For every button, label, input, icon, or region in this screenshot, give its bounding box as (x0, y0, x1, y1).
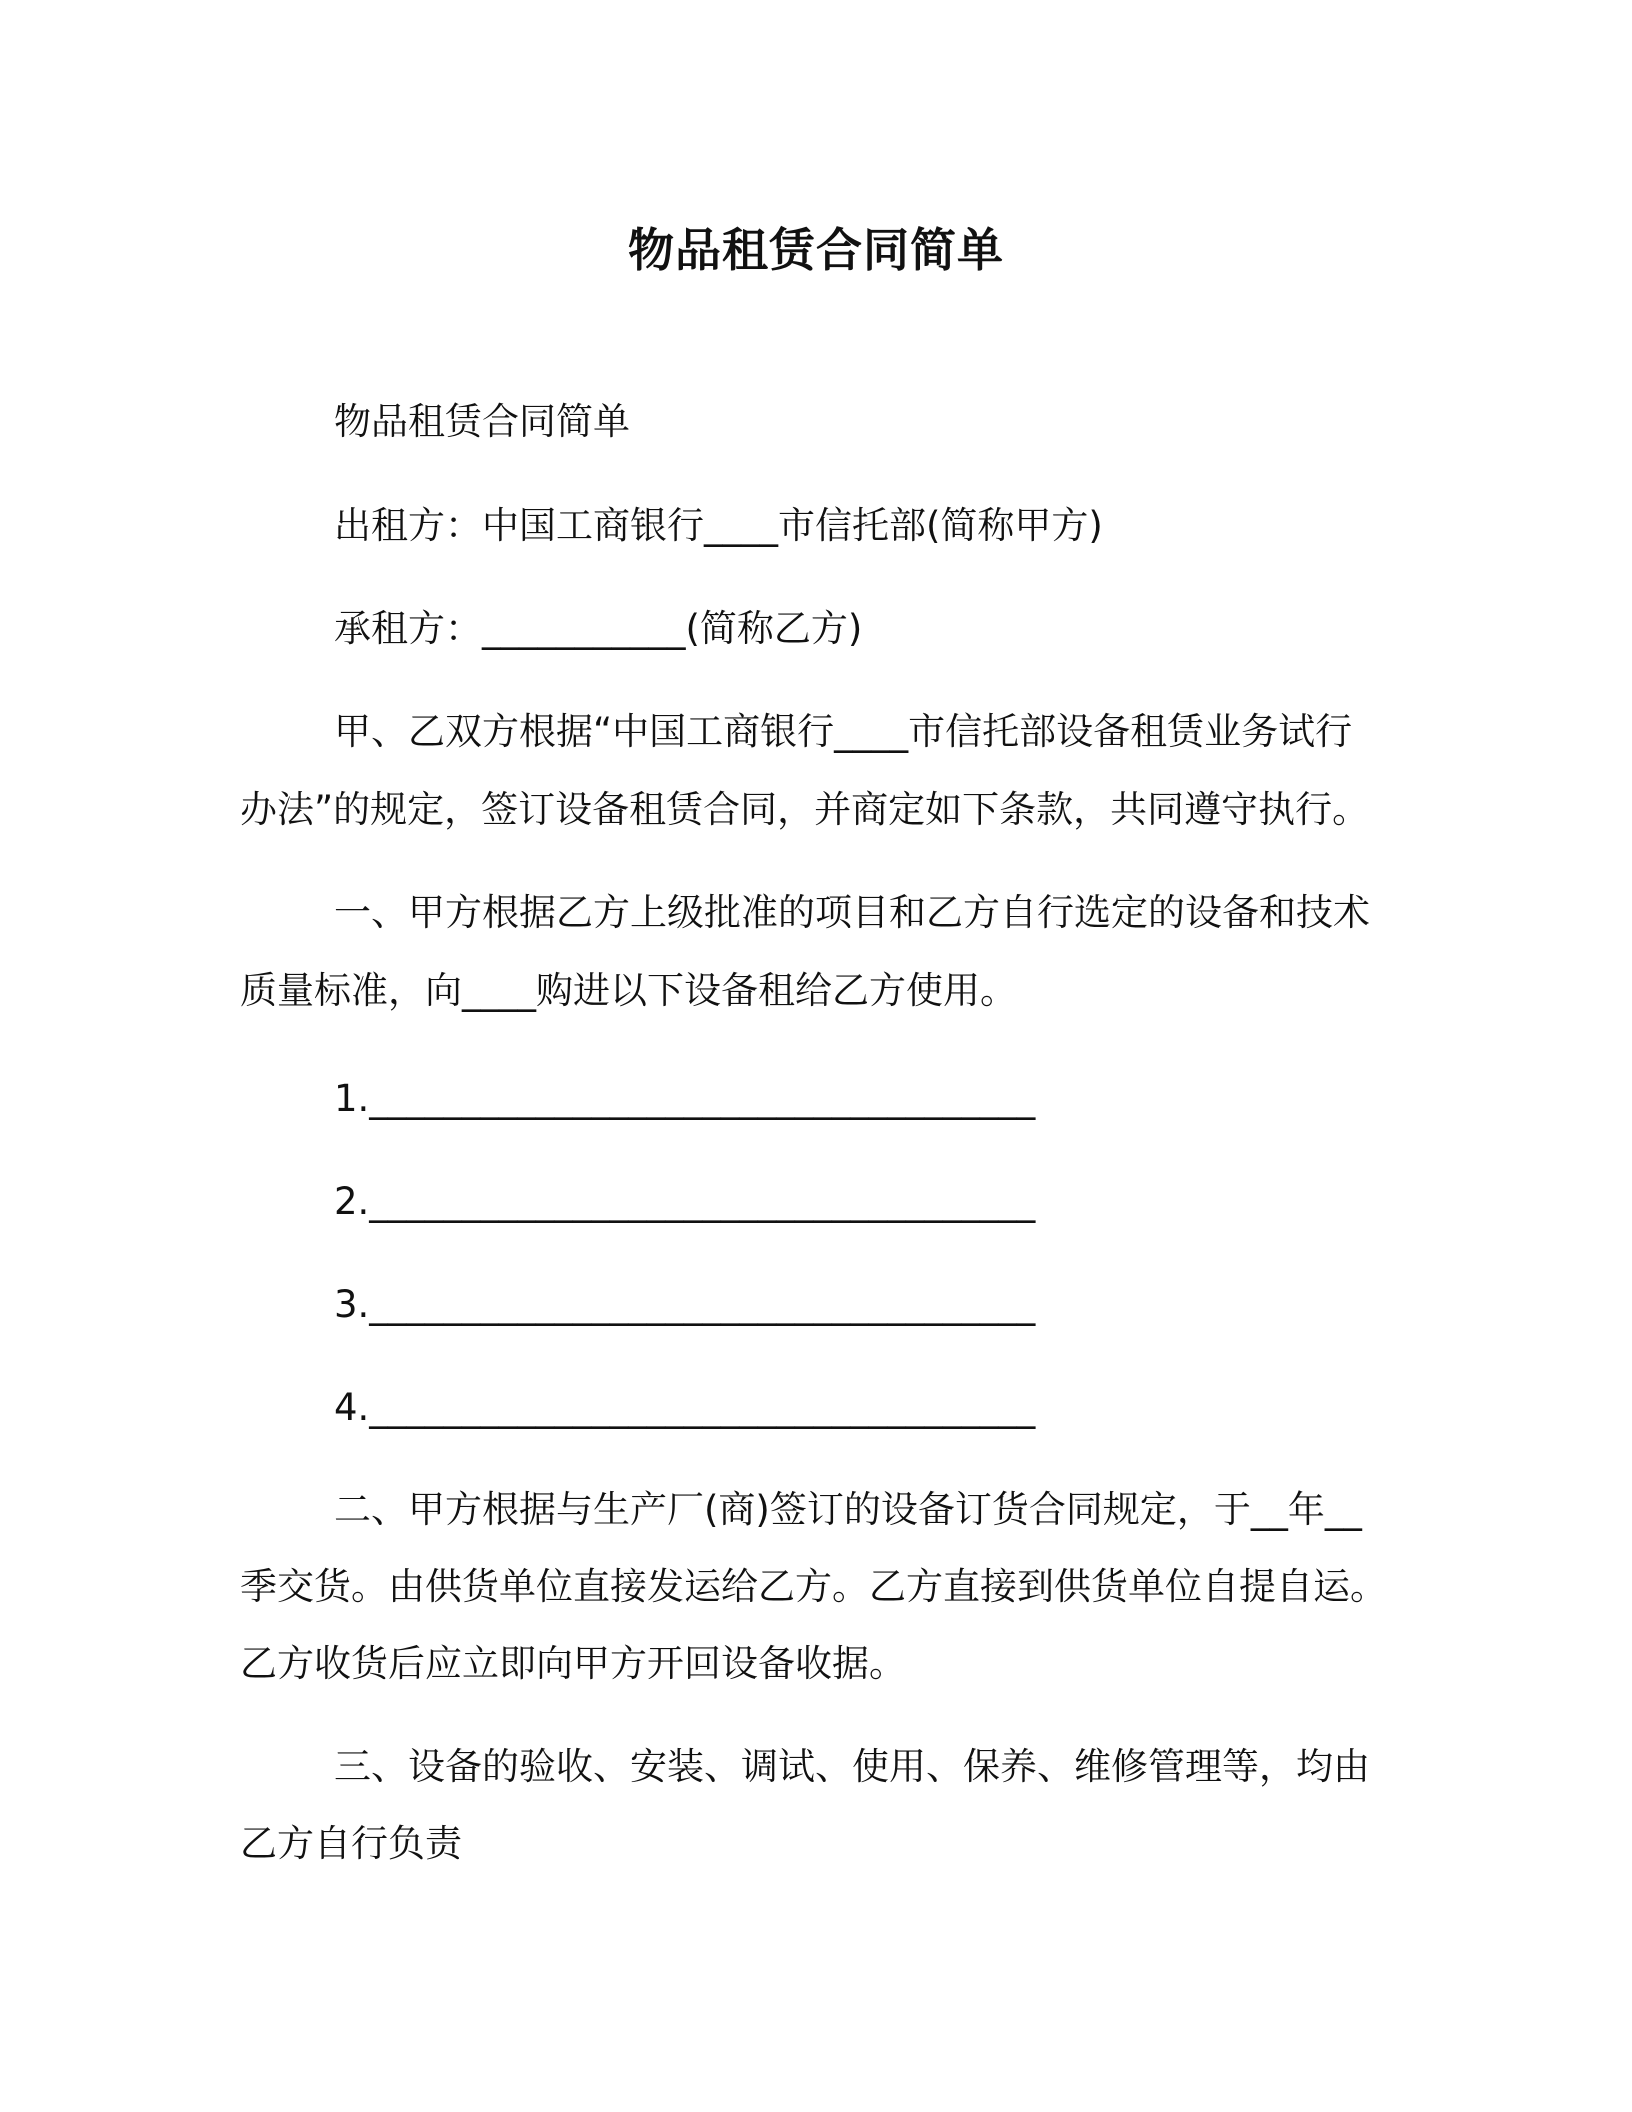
document-title: 物品租赁合同简单 (628, 223, 1004, 277)
clause-1-line-2: 质量标准，向____购进以下设备租给乙方使用。 (240, 969, 1017, 1012)
equipment-item-4: 4.____________________________________ (334, 1386, 1036, 1429)
clause-3-line-2: 乙方自行负责 (240, 1822, 462, 1865)
clause-1-line-1: 一、甲方根据乙方上级批准的项目和乙方自行选定的设备和技术 (334, 891, 1370, 934)
preamble-line-1: 甲、乙双方根据“中国工商银行____市信托部设备租赁业务试行 (334, 710, 1353, 753)
clause-2-line-3: 乙方收货后应立即向甲方开回设备收据。 (240, 1642, 906, 1685)
equipment-item-1: 1.____________________________________ (334, 1077, 1036, 1120)
equipment-item-3: 3.____________________________________ (334, 1283, 1036, 1326)
clause-2-line-2: 季交货。由供货单位直接发运给乙方。乙方直接到供货单位自提自运。 (240, 1565, 1387, 1608)
clause-3-line-1: 三、设备的验收、安装、调试、使用、保养、维修管理等，均由 (334, 1745, 1370, 1788)
equipment-item-2: 2.____________________________________ (334, 1180, 1036, 1223)
preamble-line-2: 办法”的规定，签订设备租赁合同，并商定如下条款，共同遵守执行。 (240, 788, 1370, 831)
lessee-line: 承租方：___________(简称乙方) (334, 607, 863, 650)
clause-2-line-1: 二、甲方根据与生产厂(商)签订的设备订货合同规定，于__年__ (334, 1488, 1362, 1531)
subtitle-line: 物品租赁合同简单 (334, 400, 630, 443)
lessor-line: 出租方：中国工商银行____市信托部(简称甲方) (334, 504, 1103, 547)
